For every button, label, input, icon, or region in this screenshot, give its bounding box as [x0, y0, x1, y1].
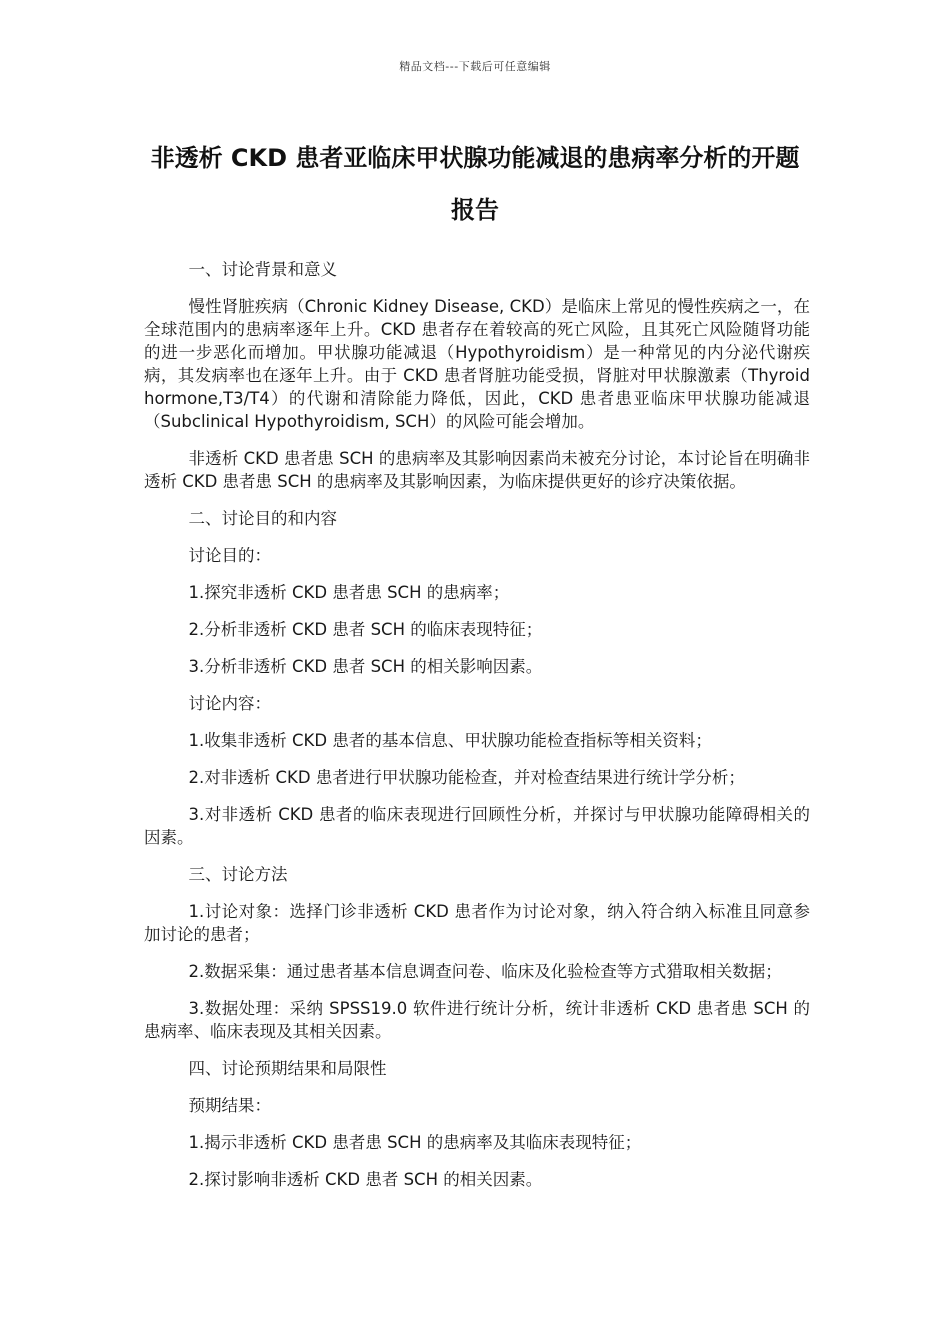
section-heading-methods: 三、讨论方法	[188, 865, 288, 884]
document-title: 非透析 CKD 患者亚临床甲状腺功能减退的患病率分析的开题报告	[150, 144, 800, 224]
section-heading-background: 一、讨论背景和意义	[188, 260, 338, 279]
list-item-objective-2: 2.分析非透析 CKD 患者 SCH 的临床表现特征；	[188, 620, 543, 639]
list-item-result-2: 2.探讨影响非透析 CKD 患者 SCH 的相关因素。	[188, 1170, 543, 1189]
section-heading-expected-results: 四、讨论预期结果和局限性	[188, 1059, 387, 1078]
list-item-method-1: 1.讨论对象：选择门诊非透析 CKD 患者作为讨论对象，纳入符合纳入标准且同意参加讨论的患者；	[144, 902, 810, 944]
list-item-content-2: 2.对非透析 CKD 患者进行甲状腺功能检查，并对检查结果进行统计学分析；	[188, 768, 745, 787]
list-item-content-1: 1.收集非透析 CKD 患者的基本信息、甲状腺功能检查指标等相关资料；	[188, 731, 712, 750]
list-item-objective-1: 1.探究非透析 CKD 患者患 SCH 的患病率；	[188, 583, 510, 602]
paragraph-background-1: 慢性肾脏疾病（Chronic Kidney Disease, CKD）是临床上常见的慢性疾病之一，在全球范围内的患病率逐年上升。CKD 患者存在着较高的死亡风险，且其死亡风险随肾功能的进一步恶化而增加。甲状腺功能减退（Hypothyroidism）是一种常见的内分泌代谢疾病，其发病率也在逐年上升。由于 CKD 患者肾脏功能受损，肾脏对甲状腺激素（Thyroid hormone,T3/T4）的代谢和清除能力降低，因此，CKD 患者患亚临床甲状腺功能减退（Subclinical Hypothyroidism, SCH）的风险可能会增加。	[144, 297, 810, 431]
list-item-method-2: 2.数据采集：通过患者基本信息调查问卷、临床及化验检查等方式猎取相关数据；	[188, 962, 782, 981]
subheading-objectives: 讨论目的：	[188, 546, 272, 565]
subheading-expected-results: 预期结果：	[188, 1096, 272, 1115]
subheading-content: 讨论内容：	[188, 694, 272, 713]
header-note: 精品文档---下载后可任意编辑	[399, 60, 551, 73]
list-item-method-3: 3.数据处理：采纳 SPSS19.0 软件进行统计分析，统计非透析 CKD 患者患 SCH 的患病率、临床表现及其相关因素。	[144, 999, 810, 1041]
list-item-result-1: 1.揭示非透析 CKD 患者患 SCH 的患病率及其临床表现特征；	[188, 1133, 642, 1152]
list-item-objective-3: 3.分析非透析 CKD 患者 SCH 的相关影响因素。	[188, 657, 543, 676]
section-heading-objectives: 二、讨论目的和内容	[188, 509, 338, 528]
paragraph-background-2: 非透析 CKD 患者患 SCH 的患病率及其影响因素尚未被充分讨论，本讨论旨在明确非透析 CKD 患者患 SCH 的患病率及其影响因素，为临床提供更好的诊疗决策依据。	[144, 449, 810, 491]
document-body	[144, 258, 810, 1205]
list-item-content-3: 3.对非透析 CKD 患者的临床表现进行回顾性分析，并探讨与甲状腺功能障碍相关的因素。	[144, 805, 810, 847]
